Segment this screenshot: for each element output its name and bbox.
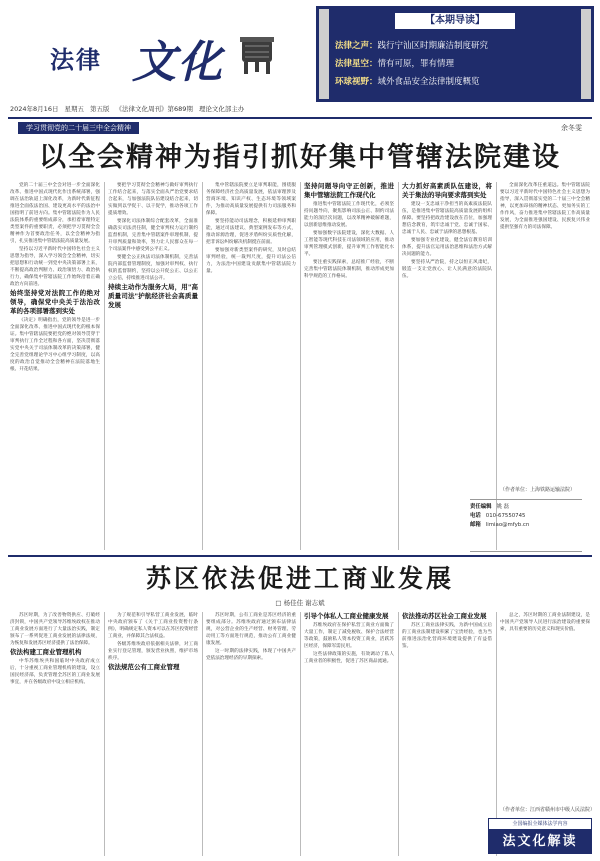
paragraph: 苏维埃政府在保护私营工商业方面做了大量工作，制定了减免税收、保护合法经营等政策，鼓励私人资本投资工商业，活跃苏区经济，保障军需民用。 — [304, 623, 394, 649]
issue-date: 2024年8月16日 — [10, 105, 59, 113]
article1-col6 — [500, 182, 590, 494]
column-divider — [202, 182, 203, 550]
paragraph: 要加强数字法院建设，深化大数据、人工智能等现代科技在司法领域的应用，推动审判管理模式创新，提升审判工作智能化水平。 — [304, 231, 394, 257]
info-row — [470, 503, 582, 512]
column-badge — [488, 818, 592, 854]
paragraph: 《决定》明确指出，党的领导是进一步全面深化改革、推进中国式现代化的根本保证。集中管辖法院要把党的绝对领导贯穿于审判执行工作全过程和各方面，坚决贯彻落实党中央关于司法体制改革的决策部署，健全完善党组理论学习中心组学习制度，以高度的政治自觉推动全会精神在法院落地生根、开花结果。 — [10, 318, 100, 372]
info-row — [470, 521, 582, 530]
column-divider — [300, 612, 301, 856]
paragraph: 中华苏维埃共和国临时中央政府成立后，十分重视工商业管理机构的建设，设立国民经济部，负责管理全苏区的工商业发展事宜，并在各级政府中设立相应机构。 — [10, 659, 100, 685]
article2-col3 — [206, 612, 296, 856]
paragraph: 全面深化改革任重道远。集中管辖法院要以习近平新时代中国特色社会主义思想为指导，深入贯彻落实党的二十届三中全会精神，以更加昂扬的精神状态、更加务实的工作作风，奋力推进集中管辖法院工作高质量发展，为全面推进强国建设、民族复兴伟业提供坚强有力的司法保障。 — [500, 183, 590, 230]
subheading: 引导个体私人工商业健康发展 — [304, 612, 389, 620]
info-value: 姚 磊 — [496, 504, 510, 510]
scroll-right-ornament — [581, 9, 591, 99]
guide-item[interactable] — [335, 55, 575, 73]
masthead-title: 法律 — [50, 46, 102, 74]
issue-editor: 理论文化部主办 — [198, 105, 245, 113]
guide-item-tag: 环球视野： — [335, 77, 378, 87]
paragraph: 苏区时期，为了改善物资供应、打破经济封锁，中国共产党领导苏维埃政权在推动工商业发展方面进行了大量法治实践，制定颁布了一系列促进工商业发展的法律法规，为恢复和发展苏区经济提供了法治保障。 — [10, 613, 100, 646]
paragraph: 推进集中管辖法院工作现代化，必须坚持问题导向，聚焦影响司法公正、制约司法能力的深层次问题，以改革精神破解难题，以创新思维推动发展。 — [304, 202, 394, 228]
paragraph: 这些法律政策的实施，有效调动了私人工商业者的积极性，促进了苏区商品流通。 — [304, 652, 394, 664]
paragraph: 要注重实践探索，总结推广经验，不断完善集中管辖法院体制机制，推动形成更加科学规范的工作格局。 — [304, 260, 394, 279]
guide-item-text: 情有可原，罪有情理 — [377, 59, 455, 69]
info-label: 电话 — [470, 513, 481, 519]
article1-col5 — [402, 182, 492, 550]
masthead-calligraphy: 文化 — [132, 37, 224, 88]
paragraph: 各级苏维埃政府依据相关法律，对工商业实行登记管理，颁发营业执照，维护市场秩序。 — [108, 642, 198, 661]
info-row — [470, 512, 582, 521]
subheading: 依法推动苏区社会工商业发展 — [402, 612, 487, 620]
paragraph: 为了规范和引导私营工商业发展，临时中央政府颁布了《关于工商业投资暂行条例》，明确规定私人资本可以在苏区投资经营工商业，并保障其合法权益。 — [108, 613, 198, 639]
paragraph: 这一时期的法律实践，体现了中国共产党依法治理经济的早期探索。 — [206, 649, 296, 661]
article1-headline: 以全会精神为指引抓好集中管辖法院建设 — [39, 142, 561, 173]
masthead — [10, 6, 310, 102]
paragraph: 要加强对新类型案件的研究，及时总结审判经验，统一裁判尺度，提升司法公信力，为法治中国建设贡献集中管辖法院力量。 — [206, 248, 296, 274]
paragraph: 坚持以习近平新时代中国特色社会主义思想为指导，深入学习领会全会精神，切实把思想和行动统一到党中央决策部署上来，不断提高政治判断力、政治领悟力、政治执行力，确保集中管辖法院工作始终沿着正确政治方向前进。 — [10, 247, 100, 287]
guide-item[interactable] — [335, 37, 575, 55]
guide-item-text: 域外食品安全法律制度概览 — [377, 77, 480, 87]
article2-col5 — [402, 612, 492, 856]
info-value: 010-67550745 — [485, 513, 526, 519]
paragraph: 苏区时期，公有工商业是苏区经济的重要组成部分。苏维埃政府通过颁布法律法规，对公营企业的生产经营、财务管理、劳动用工等方面进行规范，推动公有工商业健康发展。 — [206, 613, 296, 646]
paragraph: 要加强专业化建设，健全法官教育培训体系，提升法官运用法治思维和法治方式解决问题的能力。 — [402, 238, 492, 257]
subheading: 坚持问题导向守正创新，推进集中管辖法院工作现代化 — [304, 182, 394, 199]
section-label: 学习贯彻党的二十届三中全会精神 — [18, 122, 139, 134]
paragraph: 党的二十届三中全会对进一步全面深化改革、推进中国式现代化作出系统部署，强调在法治轨道上深化改革，为新时代新征程推进全面依法治国、建设更高水平的法治中国指明了前进方向。集中管辖法院作为人民法院体系的重要组成部分，承担着审理特定类型案件的重要职责，必须把学习贯彻全会精神作为首要政治任务，以全会精神为指引，扎实推进集中管辖法院高质量发展。 — [10, 183, 100, 244]
article1-author-note: （作者单位：上海铁路运输法院） — [500, 487, 576, 493]
issue-number: 《法律文化周刊》第689期 — [115, 105, 193, 113]
scroll-left-ornament — [319, 9, 329, 99]
article1-col1 — [10, 182, 100, 550]
guide-list — [335, 37, 575, 91]
subheading: 依法规范公有工商业管理 — [108, 663, 180, 671]
article2-col2 — [108, 612, 198, 856]
guide-item-tag: 法律星空： — [335, 59, 378, 69]
issue-page: 第五版 — [89, 105, 110, 113]
article-divider — [8, 555, 592, 557]
section-author: 余冬雯 — [561, 124, 582, 132]
header-rule — [8, 117, 592, 119]
article2-byline: □ 杨佳佳 谢志斌 — [275, 599, 325, 607]
article2-headline: 苏区依法促进工商业发展 — [145, 564, 454, 593]
badge-title: 法文化解读 — [502, 834, 578, 849]
column-divider — [398, 182, 399, 550]
paragraph: 要把学习贯彻全会精神与做好审判执行工作结合起来，与落实全面从严治党要求结合起来，与加强法院队伍建设结合起来，切实做到以学促干、以干促学，推动各项工作提质增效。 — [108, 183, 198, 216]
column-divider — [104, 182, 105, 550]
paragraph: 要健全公正执法司法体制机制，完善法院内部监督管理制度，加强对审判权、执行权的监督制约，坚持以公开促公正、以公正立公信，持续推进司法公开。 — [108, 255, 198, 281]
column-divider — [496, 182, 497, 550]
info-label: 邮箱 — [470, 522, 481, 528]
guide-item-tag: 法律之声： — [335, 41, 378, 51]
editor-info-box — [470, 499, 582, 552]
paragraph: 要坚持从严治院，持之以恒正风肃纪，锻造一支让党放心、让人民满意的法院队伍。 — [402, 260, 492, 279]
guide-item[interactable] — [335, 73, 575, 91]
column-divider — [104, 612, 105, 856]
article1-col4 — [304, 182, 394, 550]
paragraph: 建设一支忠诚干净担当的高素质法院队伍，是推进集中管辖法院高质量发展的组织保障。要坚持把政治建设放在首位，加强理想信念教育，筑牢忠诚于党、忠诚于国家、忠诚于人民、忠诚于法律的思想根基。 — [402, 202, 492, 235]
column-divider — [300, 182, 301, 550]
guide-box — [316, 6, 594, 102]
info-label: 责任编辑 — [470, 504, 492, 510]
paragraph: 集中管辖法院要立足审判职能，围绕服务保障经济社会高质量发展，依法审理涉及营商环境、知识产权、生态环境等领域案件，为推动高质量发展提供有力司法服务和保障。 — [206, 183, 296, 216]
bronze-vessel-icon — [236, 32, 278, 78]
article2-author-note: （作者单位：江西省赣州市中级人民法院） — [500, 807, 596, 813]
subheading: 始终坚持党对法院工作的绝对领导，确保党中央关于法治改革的各项部署落到实处 — [10, 289, 100, 315]
paragraph: 总之，苏区时期的工商业法制建设，是中国共产党领导人民进行法治建设的重要探索，具有重要的历史意义和现实价值。 — [500, 613, 590, 632]
section-bar — [8, 122, 592, 134]
guide-item-text: 践行宁汕区时期廉洁制度研究 — [377, 41, 489, 51]
article2-col6 — [500, 612, 590, 806]
article2-col1 — [10, 612, 100, 856]
subheading: 持续主动作为服务大局，用"高质量司法"护航经济社会高质量发展 — [108, 283, 198, 309]
column-divider — [202, 612, 203, 856]
paragraph: 要坚持能动司法理念，积极延伸审判职能，通过司法建议、典型案例发布等方式，推动诉源治理，促进矛盾纠纷实质性化解，把非诉讼纠纷解决机制挺在前面。 — [206, 219, 296, 245]
subheading: 大力抓好高素质队伍建设，将关于集法的导向要求落到实处 — [402, 182, 492, 199]
issue-info — [10, 104, 310, 116]
column-divider — [398, 612, 399, 856]
subheading: 依法构建工商业管理机构 — [10, 648, 82, 656]
paragraph: 苏区工商业法律实践，为新中国成立后的工商业法制建设积累了宝贵经验，也为当前推进法治化营商环境建设提供了有益借鉴。 — [402, 623, 492, 649]
paragraph: 要深化司法体制综合配套改革，全面准确落实司法责任制，健全审判权力运行制约监督机制，完善集中管辖案件审理机制，提升审判质量和效率，努力让人民群众在每一个司法案件中感受到公平正义。 — [108, 219, 198, 252]
badge-subtitle: 全国编报全媒体法学内容 — [488, 818, 592, 830]
article1-col3 — [206, 182, 296, 550]
info-value[interactable]: limiao@mfyb.cn — [485, 522, 530, 528]
guide-title: 【本期导读】 — [395, 13, 515, 29]
article1-col2 — [108, 182, 198, 550]
article2-col4 — [304, 612, 394, 856]
issue-weekday: 星期五 — [64, 105, 84, 113]
